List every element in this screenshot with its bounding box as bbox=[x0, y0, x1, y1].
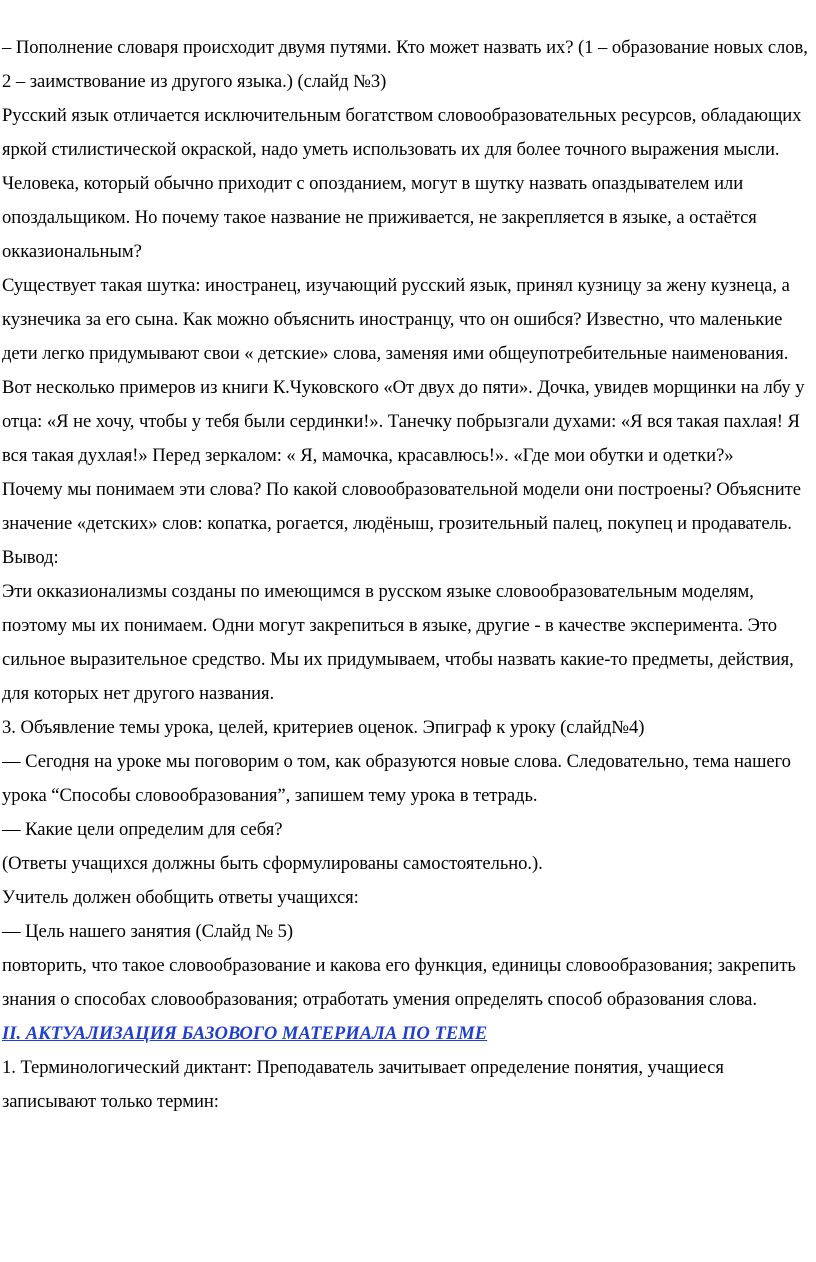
paragraph-goal-details: повторить, что такое словообразование и какова его функция, единицы словообразования; закрепить знания о способах словообразования; отработать умения определять способ образования слова. bbox=[2, 955, 796, 1010]
paragraph-goals-question: — Какие цели определим для себя? bbox=[2, 819, 283, 840]
paragraph-terminology-dictation: 1. Терминологический диктант: Преподаватель зачитывает определение понятия, учащиеся записывают только термин: bbox=[2, 1057, 724, 1112]
paragraph-russian-richness: Русский язык отличается исключительным богатством словообразовательных ресурсов, обладающих яркой стилистической окраской, надо уметь использовать их для более точного выражения мысли. bbox=[2, 105, 802, 160]
paragraph-children-words-question: Почему мы понимаем эти слова? По какой словообразовательной модели они построены? Объясните значение «детских» слов: копатка, рогается, людёныш, грозительный палец, покупец и продаватель. bbox=[2, 479, 801, 534]
paragraph-lesson-goal: — Цель нашего занятия (Слайд № 5) bbox=[2, 921, 294, 942]
paragraph-teacher-summary: Учитель должен обобщить ответы учащихся: bbox=[2, 887, 359, 908]
paragraph-vocabulary-growth: – Пополнение словаря происходит двумя путями. Кто может назвать их? (1 – образование новых слов, 2 – заимствование из другого языка.) (слайд №3) bbox=[2, 37, 808, 92]
section-heading: II. АКТУАЛИЗАЦИЯ БАЗОВОГО МАТЕРИАЛА ПО ТЕМЕ bbox=[2, 1023, 488, 1044]
paragraph-foreigner-joke: Существует такая шутка: иностранец, изучающий русский язык, принял кузницу за жену кузнеца, а кузнечика за его сына. Как можно объяснить иностранцу, что он ошибся? Известно, что маленькие дети легко придумывают свои « детские» слова, заменяя ими общеупотребительные наименования. Вот несколько примеров из книги К.Чуковского «От двух до пяти». Дочка, увидев морщинки на лбу у отца: «Я не хочу, чтобы у тебя были сердинки!». Танечку побрызгали духами: «Я вся такая пахлая! Я вся такая духлая!» Перед зеркалом: « Я, мамочка, красавлюсь!». «Где мои обутки и одетки?» bbox=[2, 275, 805, 466]
paragraph-late-person: Человека, который обычно приходит с опозданием, могут в шутку назвать опаздывателем или опоздальщиком. Но почему такое название не приживается, не закрепляется в языке, а остаётся окказиональным? bbox=[2, 173, 757, 262]
document-page bbox=[0, 31, 816, 1119]
paragraph-today-lesson: — Сегодня на уроке мы поговорим о том, как образуются новые слова. Следовательно, тема нашего урока “Способы словообразования”, запишем тему урока в тетрадь. bbox=[2, 751, 791, 806]
paragraph-conclusion-text: Эти окказионализмы созданы по имеющимся в русском языке словообразовательным моделям, поэтому мы их понимаем. Одни могут закрепиться в языке, другие - в качестве эксперимента. Это сильное выразительное средство. Мы их придумываем, чтобы назвать какие-то предметы, действия, для которых нет другого названия. bbox=[2, 581, 794, 704]
paragraph-lesson-topic: 3. Объявление темы урока, целей, критериев оценок. Эпиграф к уроку (слайд№4) bbox=[2, 717, 645, 738]
paragraph-conclusion-label: Вывод: bbox=[2, 547, 59, 568]
paragraph-student-answers: (Ответы учащихся должны быть сформулированы самостоятельно.). bbox=[2, 853, 543, 874]
